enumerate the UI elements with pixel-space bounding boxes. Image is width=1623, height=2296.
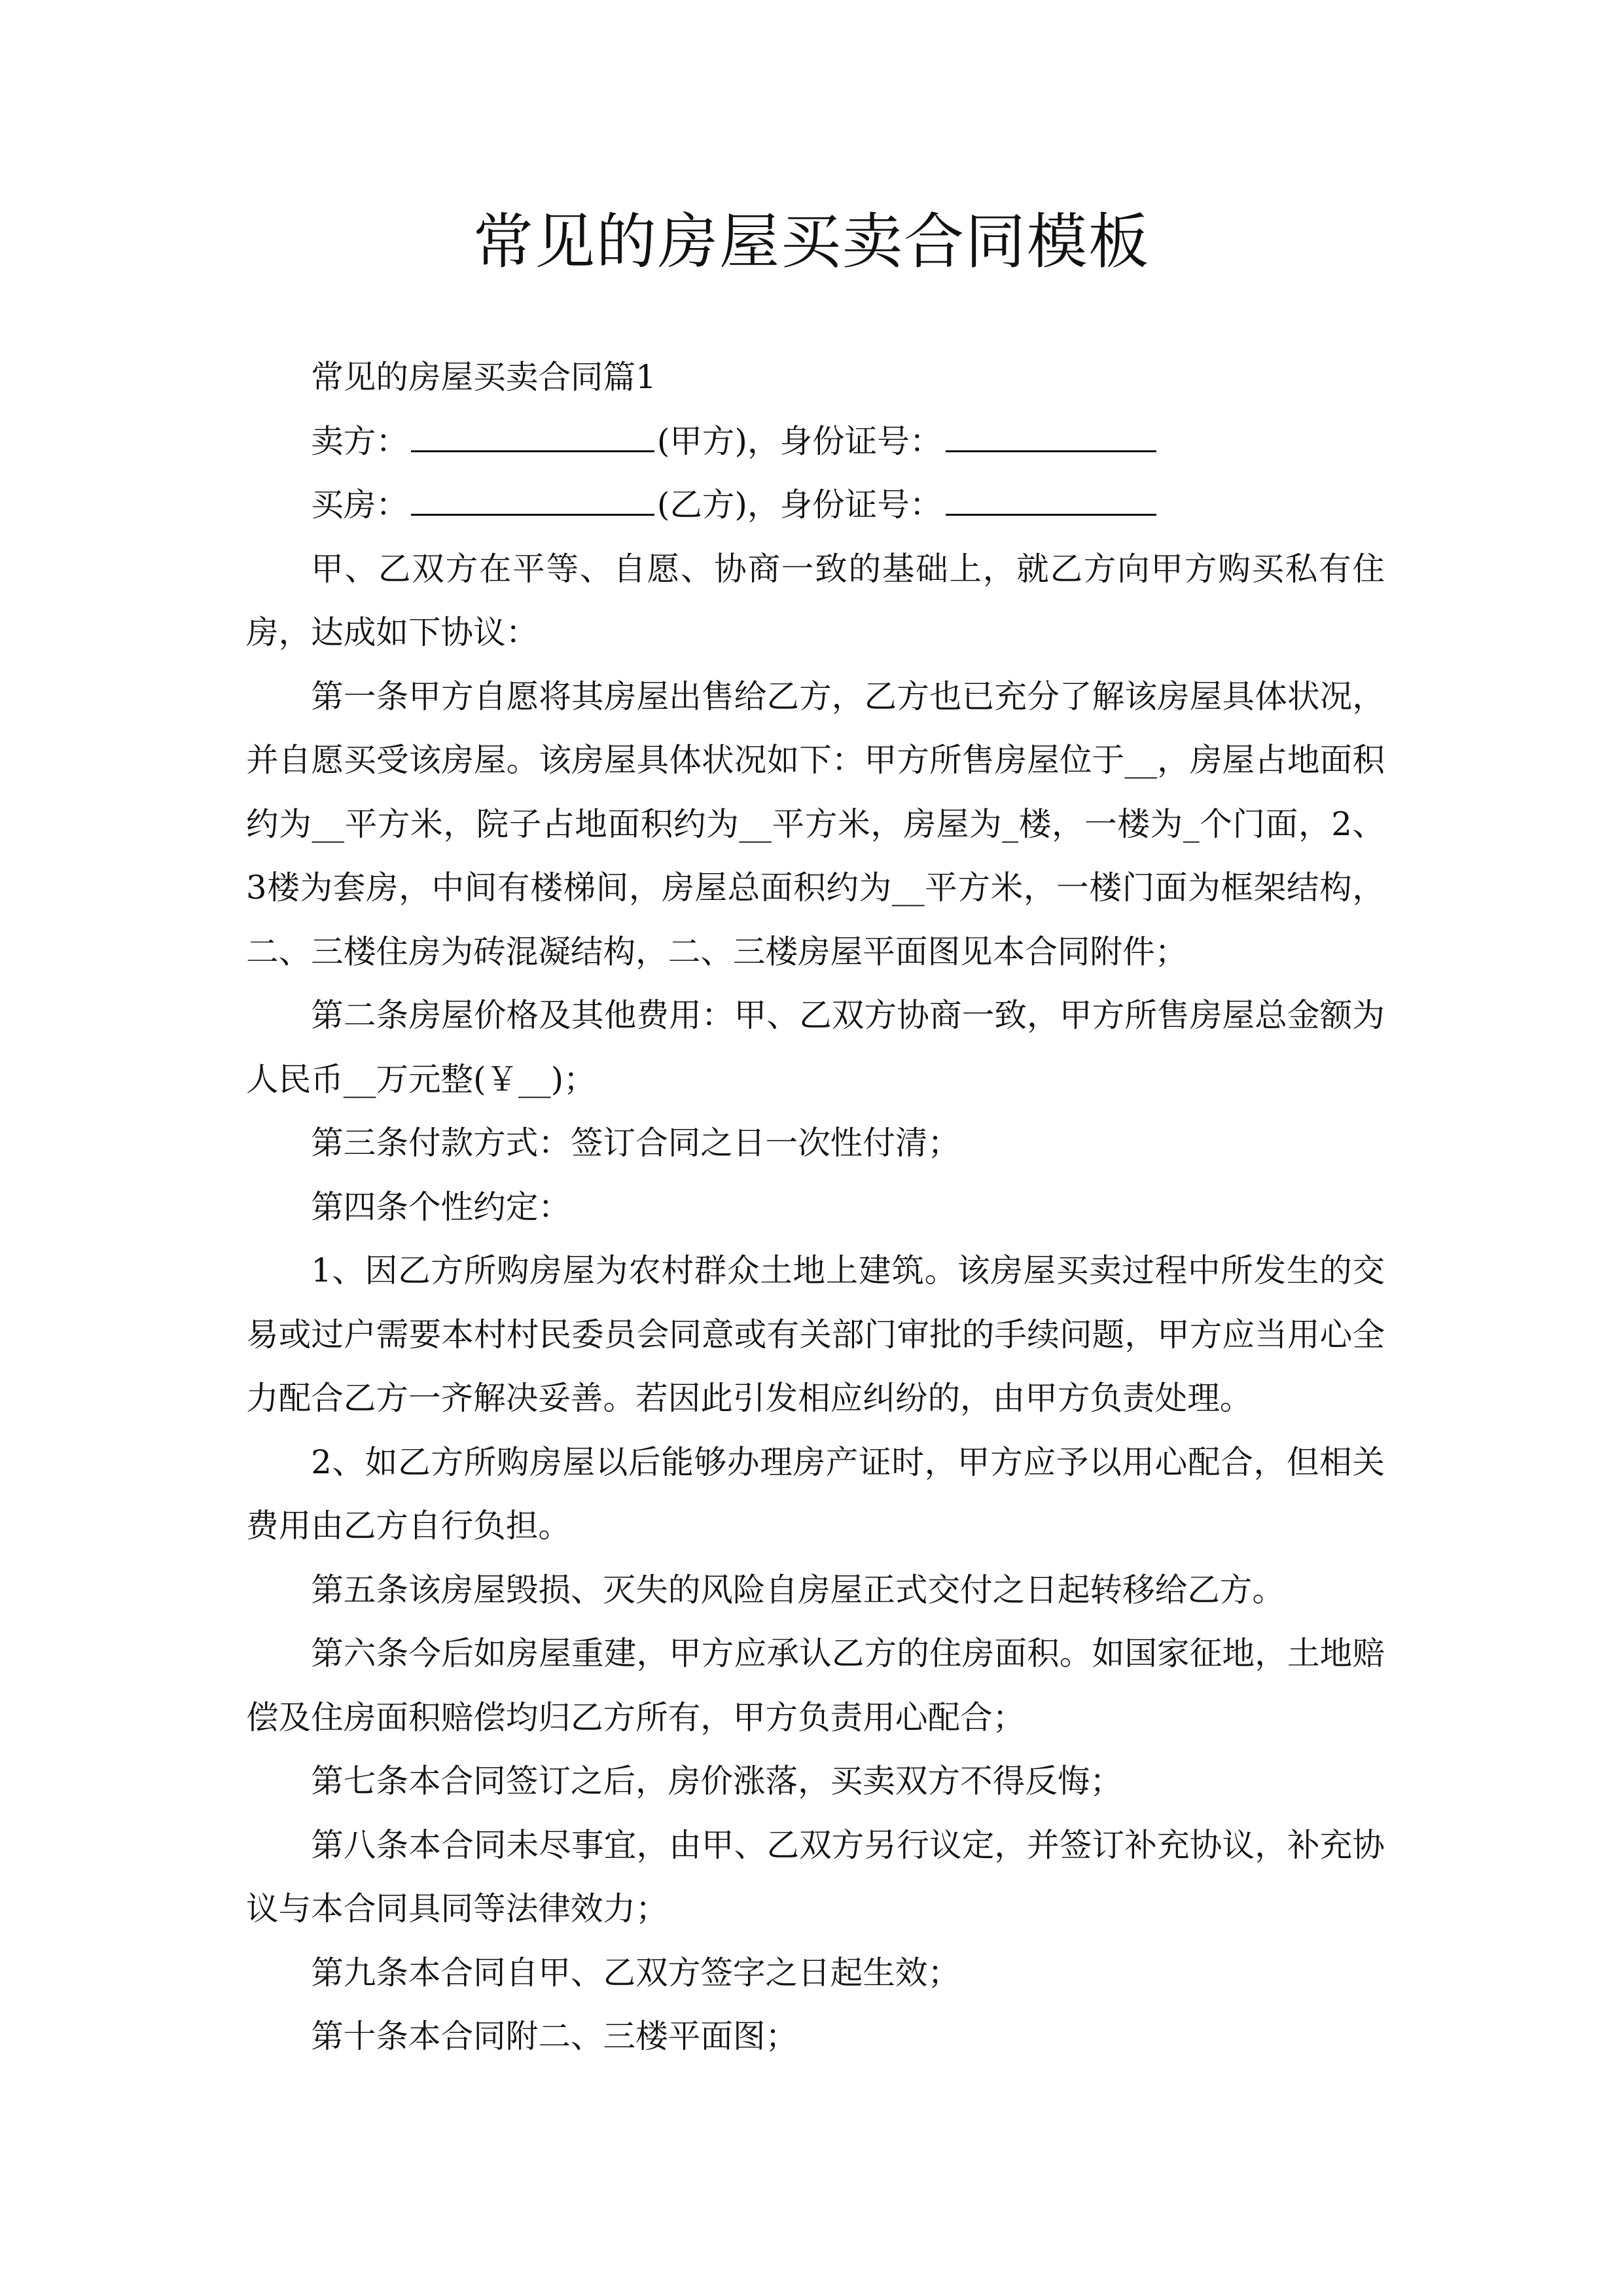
buyer-line (246, 473, 1385, 537)
document-body (246, 346, 1385, 2069)
paragraph-article-10: 第十条本合同附二、三楼平面图； (311, 2017, 798, 2055)
buyer-id-blank (946, 484, 1156, 516)
paragraph-article-7: 第七条本合同签订之后，房价涨落，买卖双方不得反悔； (311, 1762, 1123, 1800)
paragraph-article-5: 第五条该房屋毁损、灭失的风险自房屋正式交付之日起转移给乙方。 (311, 1570, 1285, 1609)
paragraph-article-2: 第二条房屋价格及其他费用：甲、乙双方协商一致，甲方所售房屋总金额为人民币__万元整(￥__)； (246, 996, 1385, 1098)
buyer-name-blank (411, 484, 654, 516)
paragraph-preamble: 甲、乙双方在平等、自愿、协商一致的基础上，就乙方向甲方购买私有住房，达成如下协议： (246, 549, 1385, 651)
seller-id-blank (946, 421, 1156, 452)
paragraph-article-1: 第一条甲方自愿将其房屋出售给乙方，乙方也已充分了解该房屋具体状况，并自愿买受该房屋。该房屋具体状况如下：甲方所售房屋位于__，房屋占地面积约为__平方米，院子占地面积约为__平方米，房屋为_楼，一楼为_个门面，2、3楼为套房，中间有楼梯间，房屋总面积约为__平方米，一楼门面为框架结构，二、三楼住房为砖混凝结构，二、三楼房屋平面图见本合同附件； (246, 677, 1385, 971)
paragraph-article-8: 第八条本合同未尽事宜，由甲、乙双方另行议定，并签订补充协议，补充协议与本合同具同等法律效力； (246, 1825, 1385, 1928)
paragraph-article-3: 第三条付款方式：签订合同之日一次性付清； (311, 1124, 961, 1162)
paragraph-article-4: 第四条个性约定： (311, 1187, 571, 1226)
seller-name-blank (411, 421, 654, 452)
paragraph-article-4-item-1: 1、因乙方所购房屋为农村群众土地上建筑。该房屋买卖过程中所发生的交易或过户需要本村村民委员会同意或有关部门审批的手续问题，甲方应当用心全力配合乙方一齐解决妥善。若因此引发相应纠纷的，由甲方负责处理。 (246, 1251, 1385, 1417)
seller-line (246, 410, 1385, 474)
document-title: 常见的房屋买卖合同模板 (473, 207, 1150, 277)
buyer-label: 买房： (311, 486, 408, 524)
seller-label: 卖方： (311, 422, 408, 460)
seller-role: (甲方)，身份证号： (656, 422, 942, 460)
buyer-role: (乙方)，身份证号： (656, 486, 942, 524)
paragraph-article-9: 第九条本合同自甲、乙双方签字之日起生效； (311, 1953, 961, 1992)
section-heading: 常见的房屋买卖合同篇1 (311, 358, 656, 396)
paragraph-article-6: 第六条今后如房屋重建，甲方应承认乙方的住房面积。如国家征地，土地赔偿及住房面积赔偿均归乙方所有，甲方负责用心配合； (246, 1634, 1385, 1736)
paragraph-article-4-item-2: 2、如乙方所购房屋以后能够办理房产证时，甲方应予以用心配合，但相关费用由乙方自行负担。 (246, 1443, 1385, 1545)
